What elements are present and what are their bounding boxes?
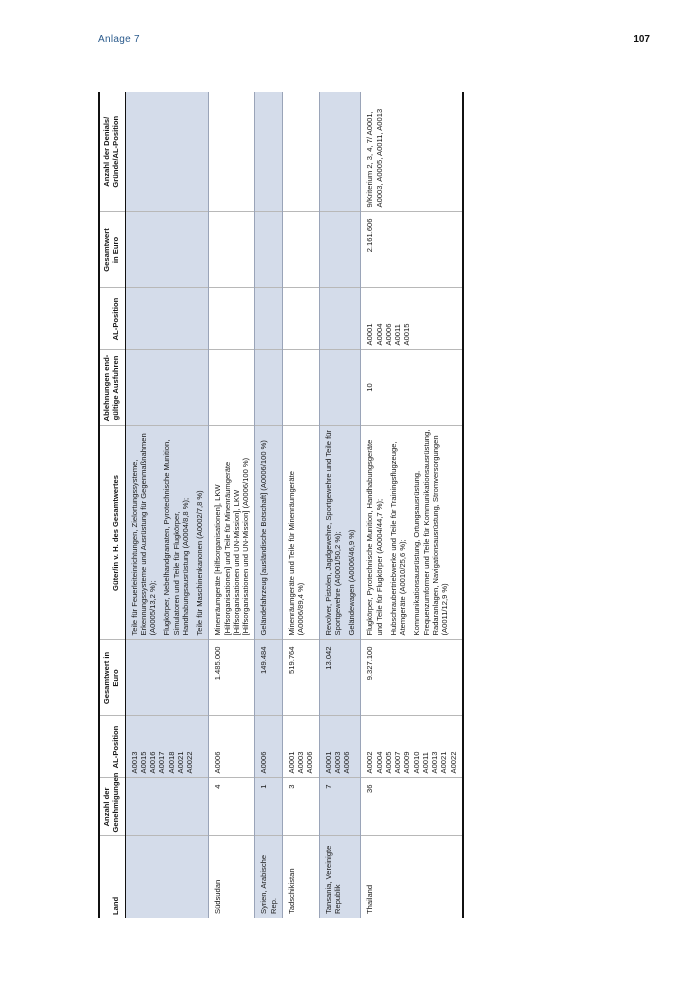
goods-item: Minenräumgeräte [Hilfsorganisationen], LKW [Hilfsorganisationen] und Teile für Minenräumgeräte [Hilfsorganisationen und UN-Mission], LKW [Hilfsorganisationen und UN-Mission] (A0006/100 %) [213, 457, 250, 636]
table-header-row [99, 92, 125, 918]
cell-land: Syrien, Arabische Rep. [255, 836, 283, 918]
cell-land: Thailand [361, 836, 463, 918]
cell-al-codes-2: A0001 A0004 A0006 A0011 A0015 [361, 288, 463, 350]
cell-denials [125, 92, 209, 212]
cell-gesamtwert: 1.485.000 [209, 640, 255, 716]
goods-item: Teile für Feuerleiteinrichtungen, Zielortungssysteme, Erkennungssysteme und Ausrüstung für Gegenmaßnahmen (A0005/13,2 %); [129, 433, 157, 636]
cell-denials [255, 92, 283, 212]
header-denials: Anzahl der Denials/ Gründe/AL-Position [99, 92, 125, 212]
goods-item: Flugkörper, Nebelhandgranaten, Pyrotechnische Munition, Simulatoren und Teile für Flugkörper, Handhabungsausrüstung (A0004/8,8 %); [162, 439, 190, 636]
cell-gesamtwert-2 [319, 212, 361, 288]
table-row [361, 92, 463, 918]
cell-al-codes: A0001 A0003 A0006 [319, 716, 361, 778]
table-row [255, 92, 283, 918]
cell-al-codes-2 [255, 288, 283, 350]
cell-land: Tansania, Vereinigte Republik [319, 836, 361, 918]
goods-item: Flugkörper, Pyrotechnische Munition, Handhabungsgeräte und Teile für Flugkörper (A0004/44,7 %); [365, 439, 384, 636]
table-body [125, 92, 463, 918]
cell-al-codes-2 [125, 288, 209, 350]
header-ablehnungen: Ablehnungen end- gültige Ausfuhren [99, 350, 125, 426]
cell-denials [209, 92, 255, 212]
cell-ablehnungen [125, 350, 209, 426]
table-row [319, 92, 361, 918]
cell-land: Tadschikistan [282, 836, 319, 918]
cell-goods [361, 426, 463, 640]
cell-goods [125, 426, 209, 640]
page-number: 107 [633, 34, 650, 45]
cell-al-codes: A0002 A0004 A0005 A0007 A0009 A0010 A0011 A0013 A0021 A0022 [361, 716, 463, 778]
cell-al-codes-2 [282, 288, 319, 350]
cell-al-codes: A0006 [209, 716, 255, 778]
table-row [282, 92, 319, 918]
cell-gesamtwert: 13.042 [319, 640, 361, 716]
cell-gesamtwert: 519.764 [282, 640, 319, 716]
goods-item: Hubschraubertriebwerke und Teile für Trainingsflugzeuge, Atemgeräte (A0010/25,6 %); [388, 441, 407, 636]
cell-anzahl: 1 [255, 778, 283, 836]
header-al-position-2: AL-Position [99, 288, 125, 350]
cell-ablehnungen: 10 [361, 350, 463, 426]
goods-item: Kommunikationsausrüstung, Ortungsausrüstung, Frequenzumformer und Teile für Kommunikationsausrüstung, Radaranlagen, Navigationsausrüstung, Stromversorgungen (A0011/12,9 %) [412, 429, 449, 636]
export-table [98, 92, 464, 918]
cell-goods [209, 426, 255, 640]
header-gesamtwert: Gesamtwert in Euro [99, 640, 125, 716]
rotated-table-container [98, 92, 650, 918]
cell-goods [282, 426, 319, 640]
cell-land [125, 836, 209, 918]
cell-al-codes: A0001 A0003 A0006 [282, 716, 319, 778]
cell-anzahl: 4 [209, 778, 255, 836]
cell-al-codes: A0006 [255, 716, 283, 778]
header-al-position: AL-Position [99, 716, 125, 778]
header-gesamtwert-2: Gesamtwert in Euro [99, 212, 125, 288]
cell-gesamtwert-2 [125, 212, 209, 288]
cell-gesamtwert-2 [282, 212, 319, 288]
cell-ablehnungen [209, 350, 255, 426]
goods-item: Revolver, Pistolen, Jagdgewehre, Sportgewehre und Teile für Sportgewehre (A0001/50,2 %); [323, 430, 342, 636]
cell-anzahl [125, 778, 209, 836]
cell-denials [319, 92, 361, 212]
goods-item: Geländewagen (A0006/46,9 %) [347, 529, 356, 636]
cell-goods [319, 426, 361, 640]
cell-al-codes-2 [209, 288, 255, 350]
cell-denials: 9/Kriterium 2, 3, 4, 7/ A0001, A0003, A0005, A0011, A0013 [361, 92, 463, 212]
table-row [125, 92, 209, 918]
cell-anzahl: 7 [319, 778, 361, 836]
cell-gesamtwert-2: 2.161.606 [361, 212, 463, 288]
cell-al-codes: A0013 A0015 A0016 A0017 A0018 A0021 A0022 [125, 716, 209, 778]
cell-al-codes-2 [319, 288, 361, 350]
cell-ablehnungen [319, 350, 361, 426]
cell-ablehnungen [282, 350, 319, 426]
cell-gesamtwert [125, 640, 209, 716]
goods-item: Geländefahrzeug [ausländische Botschaft] (A0006/100 %) [259, 440, 269, 636]
cell-gesamtwert-2 [255, 212, 283, 288]
cell-gesamtwert: 9.327.100 [361, 640, 463, 716]
table-row [209, 92, 255, 918]
cell-goods [255, 426, 283, 640]
goods-item: Minenräumgeräte und Teile für Minenräumgeräte (A0006/89,4 %) [286, 471, 305, 636]
cell-gesamtwert-2 [209, 212, 255, 288]
cell-land: Südsudan [209, 836, 255, 918]
cell-anzahl: 36 [361, 778, 463, 836]
header-anzahl: Anzahl der Genehmigungen [99, 778, 125, 836]
cell-anzahl: 3 [282, 778, 319, 836]
goods-item: Teile für Maschinenkanonen (A0002/7,8 %) [195, 490, 204, 636]
header-land: Land [99, 836, 125, 918]
cell-ablehnungen [255, 350, 283, 426]
header-gueter: Güter/in v. H. des Gesamtwertes [99, 426, 125, 640]
cell-gesamtwert: 149.484 [255, 640, 283, 716]
annex-label: Anlage 7 [98, 34, 140, 45]
cell-denials [282, 92, 319, 212]
